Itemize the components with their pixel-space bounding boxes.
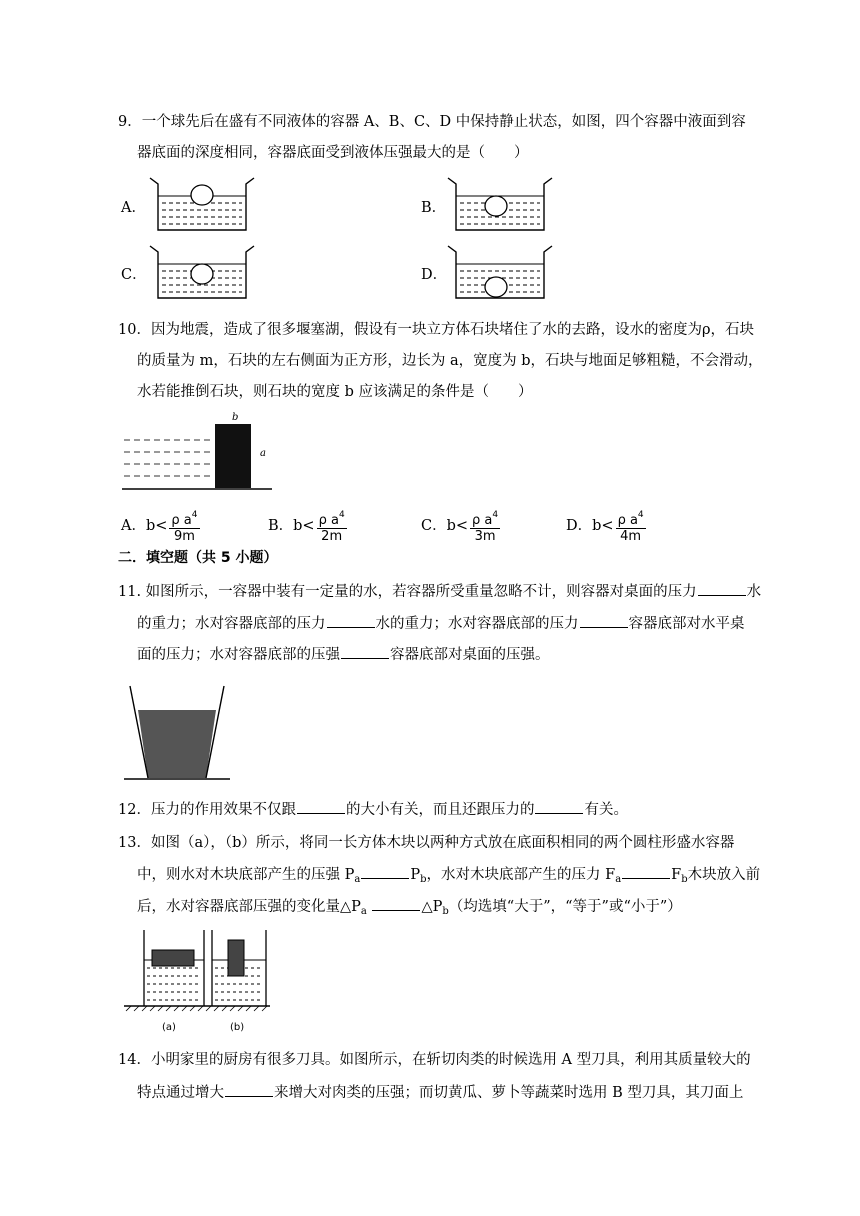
container-c-figure [148,242,258,302]
container-b-figure [446,174,556,234]
q9-option-d-label: D． [421,267,448,283]
q10-label-b: b [232,412,239,423]
q13-line1: 13．如图（a），（b）所示，将同一长方体木块以两种方式放在底面积相同的两个圆柱形盛水容器 [118,835,735,851]
q10-option-d-fraction: $\frac{\rho a^4}{4m}$ [617,510,644,544]
q10-option-b [268,508,347,544]
q13-blank-3[interactable] [372,896,420,911]
q13-blank-2[interactable] [622,864,670,879]
q10-option-a [121,508,200,544]
q14-line1: 14．小明家里的厨房有很多刀具。如图所示，在斩切肉类的时候选用 A 型刀具，利用其质量较大的 [118,1052,751,1068]
q10-option-b-label: B．b< [268,518,315,534]
q13-line3: 后，水对容器底部压强的变化量$\triangle P_a$ $\triangle P_b$（均选填“大于”，“等于”或“小于”） [137,896,682,922]
q14-line2: 特点通过增大 来增大对肉类的压强；而切黄瓜、萝卜等蔬菜时选用 B 型刀具，其刀面上 [137,1082,743,1103]
q10-option-c [421,508,500,544]
q12-line: 12．压力的作用效果不仅跟 的大小有关，而且还跟压力的 有关。 [118,799,628,820]
q9-line2: 器底面的深度相同，容器底面受到液体压强最大的是（ ） [137,145,529,161]
q9-option-c-label: C． [121,267,147,283]
q10-option-a-label: A．b< [121,518,168,534]
section-2-heading: 二．填空题（共 5 小题） [118,550,278,566]
q12-blank-2[interactable] [535,799,583,814]
q11-blank-4[interactable] [341,644,389,659]
q13-figure [124,928,274,1038]
q10-label-a: a [260,448,266,459]
q12-blank-1[interactable] [297,799,345,814]
q10-option-a-fraction: $\frac{\rho a^4}{9m}$ [171,510,198,544]
q11-container-figure [122,684,232,784]
q9-line1: 9．一个球先后在盛有不同液体的容器 A、B、C、D 中保持静止状态，如图，四个容器中液面到容 [118,114,746,130]
q11-blank-2[interactable] [327,613,375,628]
q9-option-a-label: A． [121,200,146,216]
q10-option-b-fraction: $\frac{\rho a^4}{2m}$ [318,510,345,544]
q11-line1: 11. 如图所示，一容器中装有一定量的水，若容器所受重量忽略不计，则容器对桌面的压力 水 [118,581,761,602]
q10-line2: 的质量为 m，石块的左右侧面为正方形，边长为 a，宽度为 b，石块与地面足够粗糙，不会滑动， [137,353,763,369]
q11-line3: 面的压力；水对容器底部的压强 容器底部对桌面的压强。 [137,644,550,665]
q13-caption-a: (a) [162,1022,176,1033]
q10-line3: 水若能推倒石块，则石块的宽度 b 应该满足的条件是（ ） [137,384,533,400]
q11-blank-1[interactable] [698,581,746,596]
q13-caption-b: (b) [230,1022,245,1033]
q10-stone-figure [122,410,282,492]
q10-line1: 10．因为地震，造成了很多堰塞湖，假设有一块立方体石块堵住了水的去路，设水的密度为ρ，石块 [118,322,754,338]
container-d-figure [446,242,556,302]
q10-option-d [566,508,646,544]
q10-option-c-label: C．b< [421,518,469,534]
q13-line2: 中，则水对木块底部产生的压强 $P_a$ $P_b$，水对木块底部产生的压力 $F_a$ $F_b$木块放入前 [137,864,760,890]
q9-option-b-label: B． [421,200,447,216]
q11-line2: 的重力；水对容器底部的压力 水的重力；水对容器底部的压力 容器底部对水平桌 [137,613,745,634]
q10-option-d-label: D．b< [566,518,614,534]
q11-blank-3[interactable] [580,613,628,628]
q14-blank-1[interactable] [225,1082,273,1097]
q13-blank-1[interactable] [361,864,409,879]
container-a-figure [148,174,258,234]
q10-option-c-fraction: $\frac{\rho a^4}{3m}$ [472,510,499,544]
